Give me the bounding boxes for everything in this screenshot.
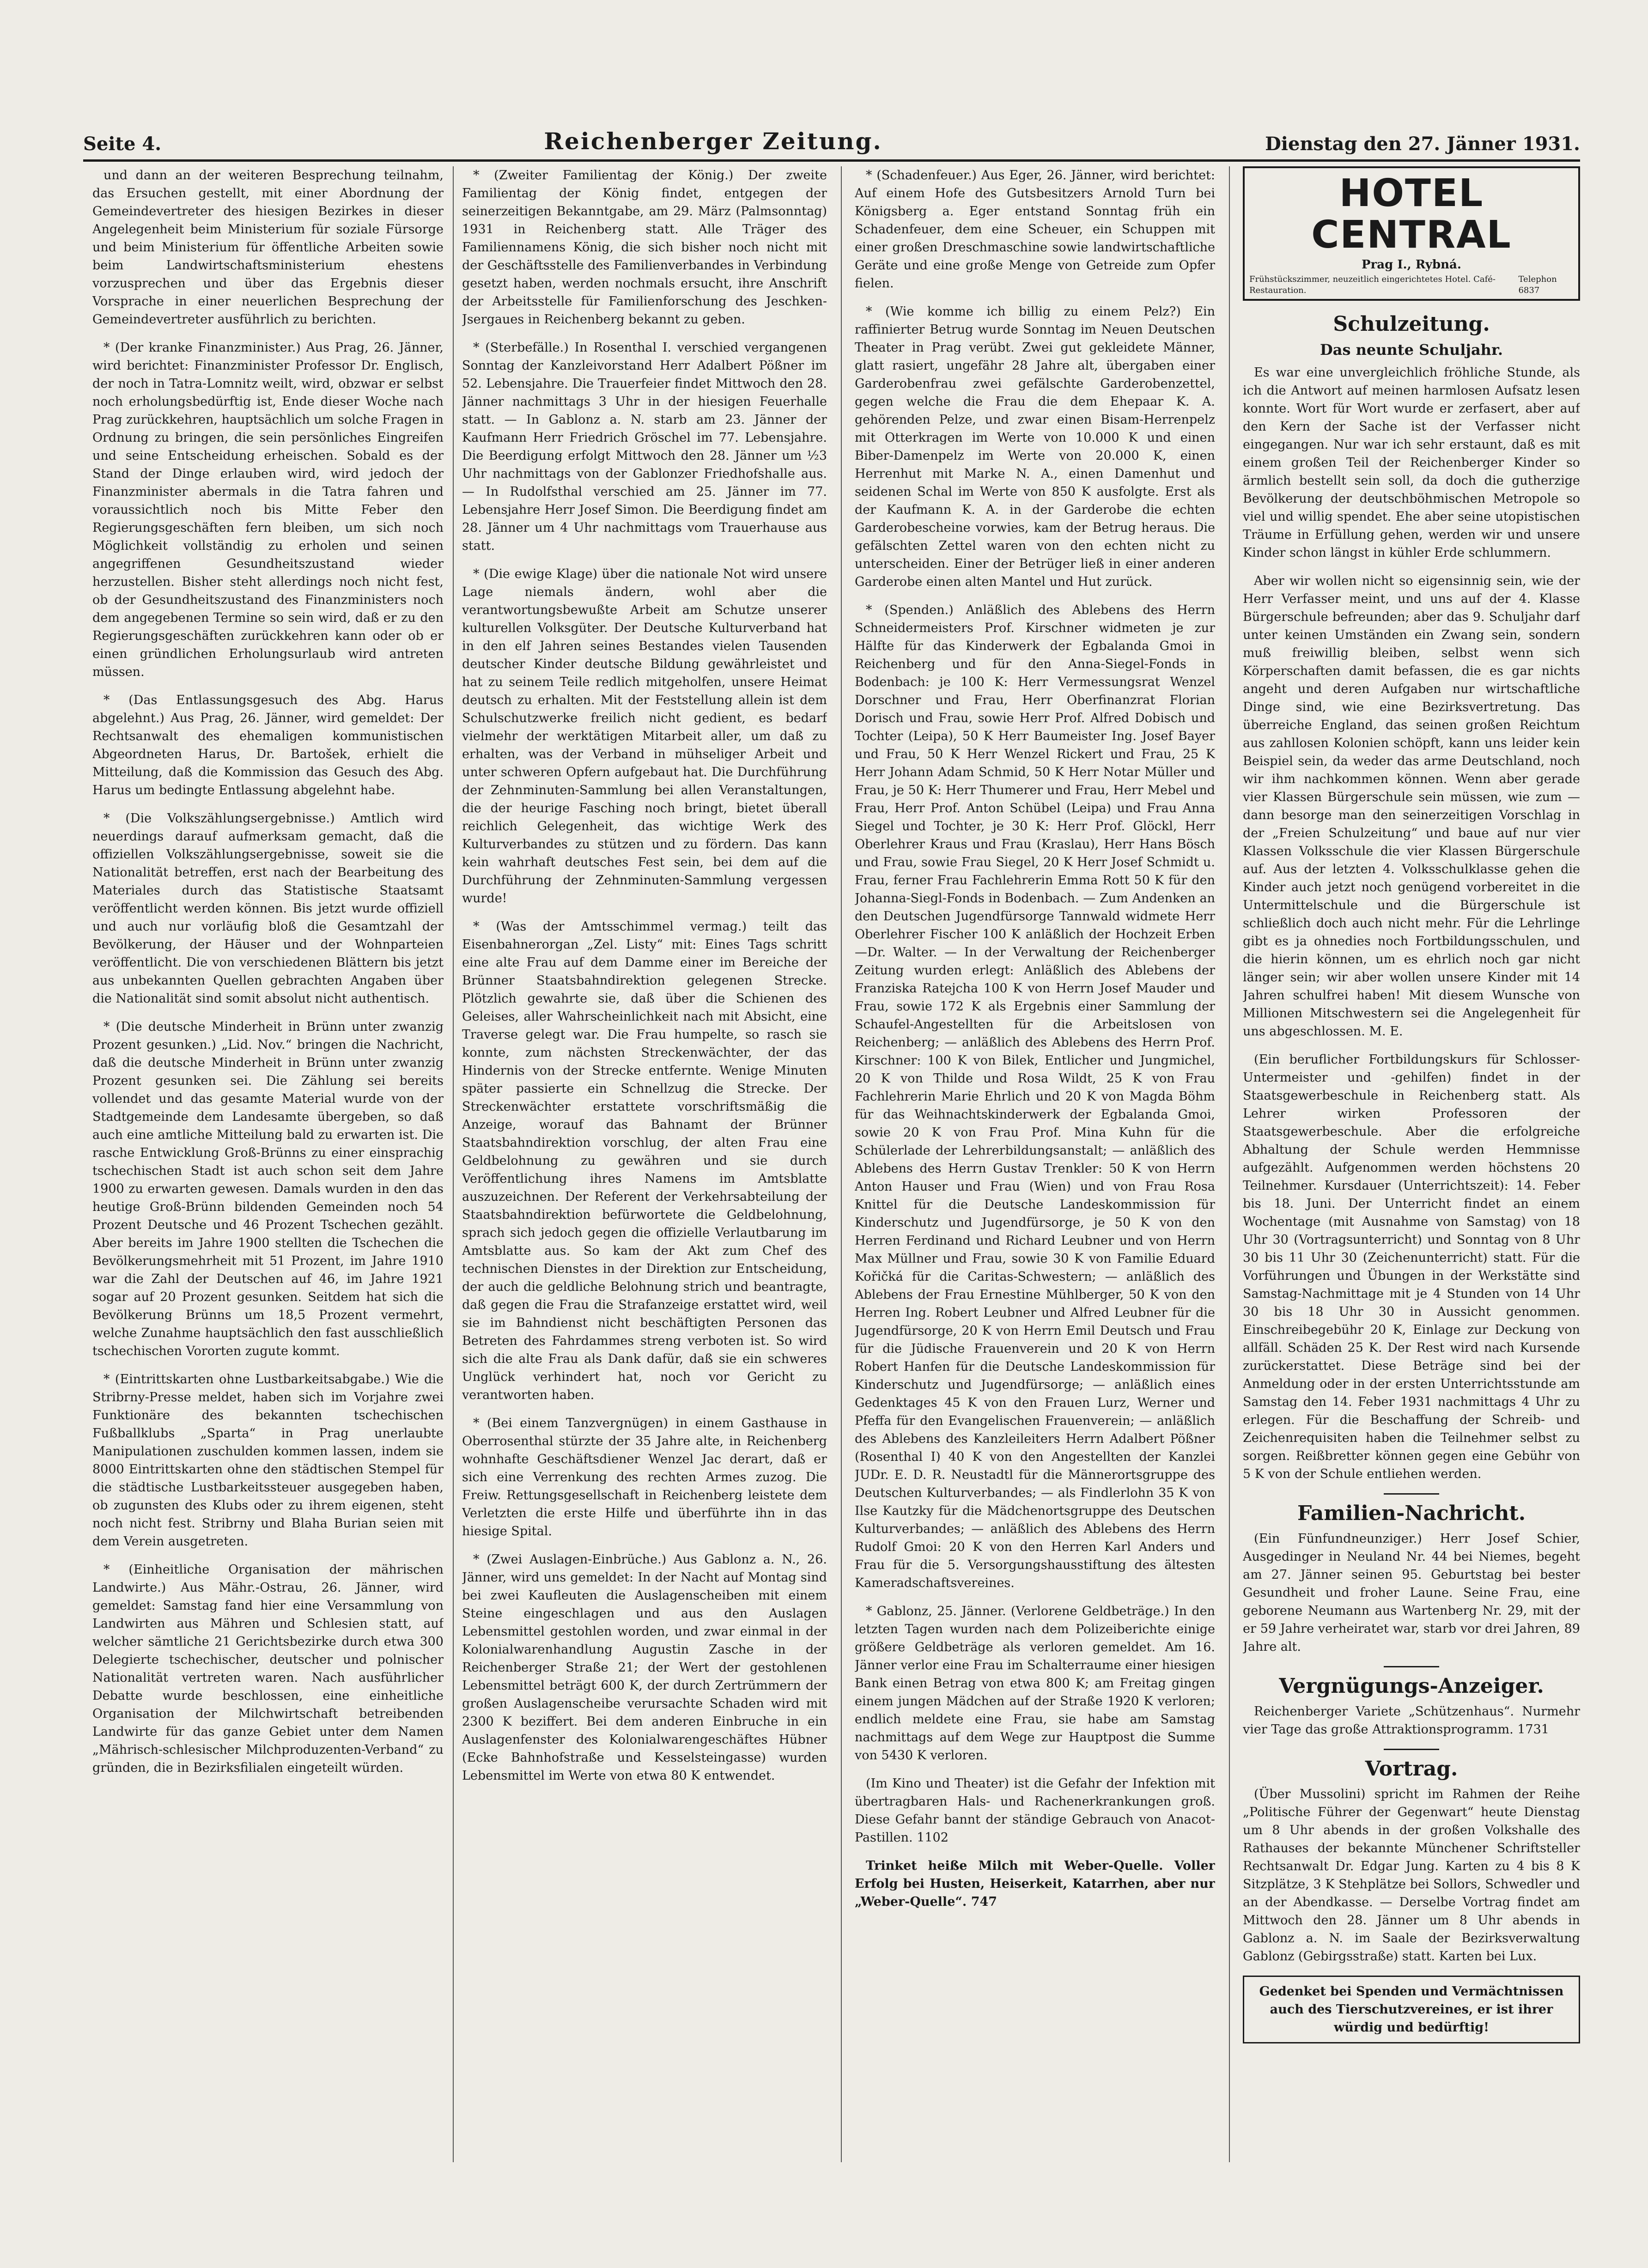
- article: * (Spenden.) Anläßlich des Ablebens des Herrn Schneidermeisters Prof. Kirschner widmeten je zur Hälfte für das Kinderwerk der Egbalanda Gmoi in Reichenberg und für den Anna-Siegel-Fonds in Bodenbach: je 100 K: Herr Vermessungsrat Wenzel Dorschner und Frau, Herr Oberfinanzrat Florian Dorisch und Frau, sowie Herr Prof. Alfred Dobisch und Tochter (Leipa), 50 K Herr Baumeister Ing. Josef Bayer und Frau, 50 K Herr Wenzel Rickert und Frau, 25 K Herr Johann Adam Schmid, 50 K Herr Notar Müller und Frau, je 50 K: Herr Thumerer und Frau, Herr Mebel und Frau, Herr Prof. Anton Schübel (Leipa) und Frau Anna Siegel und Tochter, je 30 K: Herr Prof. Glöckl, Herr Oberlehrer Kraus und Frau (Kraslau), Herr Hans Bösch und Frau, sowie Frau Siegel, 20 K Herr Josef Schmidt u. Frau, ferner Frau Fachlehrerin Emma Rott 50 K für den Johanna-Siegl-Fonds in Bodenbach. — Zum Andenken an den Deutschen Jugendfürsorge Tannwald widmete Herr Oberlehrer Fischer 100 K anläßlich der Hochzeit Erben—Dr. Walter. — In der Verwaltung der Reichenberger Zeitung wurden erlegt: Anläßlich des Ablebens der Franziska Ratejcha 100 K von Herrn Josef Mauder und Frau, sowie 172 K als Ergebnis einer Sammlung der Schaufel-Angestellten für die Arbeitslosen von Reichenberg; — anläßlich des Ablebens des Herrn Prof. Kirschner: 100 K von Bilek, Entlicher und Jungmichel, 20 K von Thilde und Rosa Wildt, 25 K von Frau Fachlehrerin Marie Ehrlich und 20 K von Magda Böhm für das Weihnachtskinderwerk der Egbalanda Gmoi, sowie 20 K von Frau Prof. Mina Kuhn für die Schülerlade der Lehrerbildungsanstalt; — anläßlich des Ablebens des Herrn Gustav Trenkler: 50 K von Herrn Anton Hauser und Frau (Wien) und von Frau Rosa Knittel für die Deutsche Landeskommission für Kinderschutz und Jugendfürsorge, je 50 K von den Herren Ferdinand und Richard Leubner und von Herrn Max Müllner und Frau, sowie 30 K von Familie Eduard Kořičká für die Caritas-Schwestern; — anläßlich des Ablebens der Frau Ernestine Mühlberger, 50 K von den Herren Ing. Robert Leubner und Alfred Leubner für die Jugendfürsorge, 20 K von Herrn Emil Deutsch und Frau für die Jüdische Frauenverein und 20 K von Herrn Robert Hanfen für die Deutsche Landeskommission für Kinderschutz und Jugendfürsorge; — anläßlich eines Gedenktages 45 K von den Frauen Lurz, Werner und Pfeffa für den Evangelischen Frauenverein; — anläßlich des Ablebens des Kanzleileiters Herrn Adalbert Pößner (Rosenthal I) 40 K von den Angestellten der Kanzlei JUDr. E. D. R. Neustadtl für die Männerortsgruppe des Deutschen Kulturverbandes; — als Findlerlohn 35 K von Ilse Kautzky für die Mädchenortsgruppe des Deutschen Kulturverbandes; — anläßlich des Ablebens des Herrn Rudolf Gmoi: 20 K von den Herren Karl Anders und Frau für die 5. Versorgungshausstiftung des ältesten Kameradschaftsvereines.: [855, 603, 1215, 1590]
- paper-name: Reichenberger Zeitung.: [544, 128, 882, 155]
- column-divider: [841, 166, 842, 2162]
- column-2: [462, 166, 827, 2162]
- issue-date: Dienstag den 27. Jänner 1931.: [1265, 133, 1580, 155]
- section-divider: [1384, 1493, 1439, 1495]
- ad-title: HOTEL CENTRAL: [1311, 171, 1512, 257]
- article: * (Was der Amtsschimmel vermag.) teilt das Eisenbahnerorgan „Zel. Listy“ mit: Eines Tags schritt eine alte Frau auf dem Damme einer im Bereiche der Brünner Staatsbahndirektion gelegenen Strecke. Plötzlich gewahrte sie, daß über die Schienen des Geleises, aller Wahrscheinlichkeit nach mit Absicht, eine Traverse gelegt war. Die Frau humpelte, so rasch sie konnte, zum nächsten Streckenwächter, der das Hindernis von der Strecke entfernte. Wenige Minuten später passierte ein Schnellzug die Strecke. Der Streckenwächter erstattete vorschriftsmäßig die Anzeige, worauf das Bahnamt der Brünner Staatsbahndirektion vorschlug, der alten Frau eine Geldbelohnung zu gewähren und sie durch Veröffentlichung ihres Namens im Amtsblatte auszuzeichnen. Der Referent der Verkehrsabteilung der Staatsbahndirektion befürwortete die Geldbelohnung, sprach sich jedoch gegen die offizielle Verlautbarung im Amtsblatte aus. So kam der Akt zum Chef des technischen Dienstes in der Direktion zur Entscheidung, der auch die geldliche Belohnung strich und beantragte, daß gegen die Frau die Strafanzeige erstattet wird, weil sie im Bahndienst nicht beschäftigten Personen das Betreten des Fahrdammes streng verboten ist. So wird sich die alte Frau als Dank dafür, daß sie ein schweres Unglück verhindert hat, noch vor Gericht zu verantworten haben.: [462, 919, 827, 1402]
- article: * (Eintrittskarten ohne Lustbarkeitsabgabe.) Wie die Stribrny-Presse meldet, haben sich im Vorjahre zwei Funktionäre des bekannten tschechischen Fußballklubs „Sparta“ in Prag unerlaubte Manipulationen zuschulden kommen lassen, indem sie 8000 Eintrittskarten ohne den städtischen Stempel für die städtische Lustbarkeitssteuer ausgegeben haben, ob zugunsten des Klubs oder zu ihrem eigenen, steht noch nicht fest. Stribrny und Blaha Burian seien mit dem Verein ausgetreten.: [92, 1372, 444, 1549]
- article: * (Der kranke Finanzminister.) Aus Prag, 26. Jänner, wird berichtet: Finanzminister Professor Dr. Englisch, der noch in Tatra-Lomnitz weilt, wird, obzwar er selbst noch erholungsbedürftig ist, Ende dieser Woche nach Prag zurückkehren, hauptsächlich um solche Fragen in Ordnung zu bringen, die sein persönliches Eingreifen und seine Entscheidung erheischen. Sobald es der Stand der Dinge erlauben wird, wird jedoch der Finanzminister abermals in die Tatra fahren und voraussichtlich noch bis Mitte Feber den Regierungsgeschäften fern bleiben, um sich noch Möglichkeit vollständig zu erholen und seinen angegriffenen Gesundheitszustand wieder herzustellen. Bisher steht allerdings noch nicht fest, ob der Gesundheitszustand des Finanzministers noch dem angegebenen Termine so sein wird, daß er zu den Regierungsgeschäften zurückkehren kann oder ob er einen gründlichen Erholungsurlaub wird antreten müssen.: [92, 341, 444, 679]
- ad-description: Frühstückszimmer, neuzeitlich eingerichtetes Hotel. Café-Restauration.: [1249, 274, 1496, 295]
- section-heading: Vortrag.: [1365, 1757, 1458, 1781]
- article: * (Wie komme ich billig zu einem Pelz?) Ein raffinierter Betrug wurde Sonntag im Neuen Deutschen Theater in Prag verübt. Zwei gut gekleidete Männer, glatt rasiert, ungefähr 28 Jahre alt, übergaben einer Garderobenfrau zwei gefälschte Garderobenzettel, gegen welche die Frau die dem Ehepaar K. A. gehörenden Pelze, und zwar einen Bisam-Herrenpelz mit Otterkragen im Werte von 10.000 K und einen Biber-Damenpelz im Werte von 20.000 K, einen Herrenhut mit Marke N. A., einen Damenhut und seidenen Schal im Werte von 850 K ausfolgte. Erst als der Kaufmann K. A. in der Garderobe die echten Garderobescheine vorwies, kam der Betrug heraus. Die gefälschten Zettel waren von den echten nicht zu unterscheiden. Einer der Betrüger ließ in einer anderen Garderobe einen alten Mantel und Hut zurück.: [855, 304, 1215, 589]
- page-number: Seite 4.: [83, 133, 162, 155]
- article: (Ein beruflicher Fortbildungskurs für Schlosser-Untermeister und -gehilfen) findet in der Staatsgewerbeschule in Reichenberg statt. Als Lehrer wirken Professoren der Staatsgewerbeschule. Aber die erfolgreiche Abhaltung der Schule werden Hemmnisse aufgezählt. Aufgenommen werden höchstens 20 Teilnehmer. Kursdauer (Unterrichtszeit): 14. Feber bis 18. Juni. Der Unterricht findet an einem Wochentage (mit Ausnahme von Samstag) von 18 Uhr 30 (Vortragsunterricht) und Sonntag von 8 Uhr 30 bis 11 Uhr 30 (Zeichenunterricht) statt. Für die Vorführungen und Übungen in der Werkstätte sind Samstag-Nachmittage mit je 4 Stunden von 14 Uhr 30 bis 18 Uhr 30 in Aussicht genommen. Einschreibegebühr 20 K, Einlage zur Deckung von allfäll. Schäden 25 K. Der Rest wird nach Kursende zurückerstattet. Diese Beträge sind bei der Anmeldung oder in der ersten Unterrichtsstunde am Samstag den 14. Feber 1931 nachmittags 4 Uhr zu erlegen. Für die Beschaffung der Schreib- und Zeichenrequisiten haben die Teilnehmer selbst zu sorgen. Reißbretter können gegen eine Gebühr von 5 K von der Schule entliehen werden.: [1243, 1052, 1580, 1481]
- article: (Ein Fünfundneunziger.) Herr Josef Schier, Ausgedinger in Neuland Nr. 44 bei Niemes, begeht am 27. Jänner seinen 95. Geburtstag bei bester Gesundheit und froher Laune. Seine Frau, eine geborene Neumann aus Wartenberg Nr. 29, mit der er 59 Jahre verheiratet war, starb vor drei Jahren, 89 Jahre alt.: [1243, 1532, 1580, 1654]
- article: * (Einheitliche Organisation der mährischen Landwirte.) Aus Mähr.-Ostrau, 26. Jänner, wird gemeldet: Samstag fand hier eine Versammlung von Landwirten aus Mähren und Schlesien statt, auf welcher sämtliche 21 Gerichtsbezirke durch etwa 300 Delegierte tschechischer, deutscher und polnischer Nationalität vertreten waren. Nach ausführlicher Debatte wurde beschlossen, eine einheitliche Organisation der Milchwirtschaft betreibenden Landwirte für das ganze Gebiet unter dem Namen „Mährisch-schlesischer Milchproduzenten-Verband“ zu gründen, die in Bezirksfilialen eingeteilt würden.: [92, 1563, 444, 1775]
- section-heading: Vergnügungs-Anzeiger.: [1279, 1674, 1544, 1698]
- notice-box: Gedenket bei Spenden und Vermächtnissen auch des Tierschutzvereines, er ist ihrer würdig und bedürftig!: [1243, 1976, 1580, 2043]
- article: * (Das Entlassungsgesuch des Abg. Harus abgelehnt.) Aus Prag, 26. Jänner, wird gemeldet: Der Rechtsanwalt des ehemaligen kommunistischen Abgeordneten Harus, Dr. Bartošek, erhielt die Mitteilung, daß die Kommission das Gesuch des Abg. Harus um bedingte Entlassung abgelehnt habe.: [92, 693, 444, 797]
- article: * (Sterbefälle.) In Rosenthal I. verschied vergangenen Sonntag der Kanzleivorstand Herr Adalbert Pößner im 52. Lebensjahre. Die Trauerfeier findet Mittwoch den 28. Jänner nachmittags 3 Uhr in der hiesigen Feuerhalle statt. — In Gablonz a. N. starb am 23. Jänner der Kaufmann Herr Friedrich Gröschel im 77. Lebensjahre. Die Beerdigung erfolgt Mittwoch den 28. Jänner um ½3 Uhr nachmittags von der Gablonzer Friedhofshalle aus. — In Rudolfsthal verschied am 25. Jänner im 77. Lebensjahre Herr Josef Simon. Die Beerdigung findet am 28. Jänner um 4 Uhr nachmittags vom Trauerhause aus statt.: [462, 341, 827, 553]
- article: * (Schadenfeuer.) Aus Eger, 26. Jänner, wird berichtet: Auf einem Hofe des Gutsbesitzers Arnold Turn bei Königsberg a. Eger entstand Sonntag früh ein Schadenfeuer, dem eine Scheuer, ein Schuppen mit einer großen Dreschmaschine sowie landwirtschaftliche Geräte und eine große Menge von Getreide zum Opfer fielen.: [855, 168, 1215, 291]
- advertisement-text: (Im Kino und Theater) ist die Gefahr der Infektion mit übertragbaren Hals- und Rachenerkrankungen groß. Diese Gefahr bannt der ständige Gebrauch von Anacot-Pastillen. 1102: [855, 1776, 1215, 1845]
- section-heading: Schulzeitung.: [1333, 312, 1490, 336]
- ad-phone: Telephon 6837: [1518, 274, 1557, 295]
- section-divider: [1384, 1749, 1439, 1750]
- article: * (Die Volkszählungsergebnisse.) Amtlich wird neuerdings darauf aufmerksam gemacht, daß die offiziellen Volkszählungsergebnisse, soweit sie die Nationalität betreffen, erst nach der Bearbeitung des Materiales durch das Statistische Staatsamt veröffentlicht werden können. Bis jetzt wurde offiziell und auch nur vorläufig bloß die Gesamtzahl der Bevölkerung, der Häuser und der Wohnparteien veröffentlicht. Die von verschiedenen Blättern bis jetzt aus unbekannten Quellen gebrachten Angaben über die Nationalität sind somit absolut nicht authentisch.: [92, 811, 444, 1006]
- article: Aber wir wollen nicht so eigensinnig sein, wie der Herr Verfasser meint, und uns auf der 4. Klasse Bürgerschule befreunden; aber das 9. Schuljahr darf unter keinen Umständen ein Zwang sein, sondern muß freiwillig bleiben, selbst wenn sich Körperschaften damit befassen, die es gar nichts angeht und deren Aufgaben nur wirtschaftliche Dinge sind, wie eine Bezirksvertretung. Das überreiche England, das seinen großen Reichtum aus zahllosen Kolonien schöpft, kann uns leider kein Beispiel sein, da weder das arme Deutschland, noch wir ihm nachkommen können. Wenn aber gerade vier Klassen Bürgerschule sein müssen, wie zum — dann besorge man den seinerzeitigen Vorschlag in der „Freien Schulzeitung“ und baue auf nur vier Klassen Volksschule die vier Klassen Bürgerschule auf. Aus der letzten 4. Volksschulklasse gehen die Kinder auch jetzt noch genügend vorbereitet in die Untermittelschule und die Bürgerschule ist schließlich doch auch nicht mehr. Für die Lehrlinge gibt es ja ohnedies noch Fortbildungsschulen, und die hierin können, um es ehrlich noch gar nicht länger sein; wir aber wollen unsere Kinder mit 14 Jahren schulfrei haben! Mit diesem Wunsche von Millionen Mitschwestern sei die Angelegenheit für uns abgeschlossen. M. E.: [1243, 574, 1580, 1039]
- article: * (Zweiter Familientag der König.) Der zweite Familientag der König findet, entgegen der seinerzeitigen Bekanntgabe, am 29. März (Palmsonntag) 1931 in Reichenberg statt. Alle Träger des Familiennamens König, die sich bisher noch nicht mit der Geschäftsstelle des Familienverbandes in Verbindung gesetzt haben, werden nochmals ersucht, ihre Anschrift der Arbeitsstelle für Familienforschung des Jeschken-Jsergaues in Reichenberg bekannt zu geben.: [462, 168, 827, 327]
- column-1: [92, 166, 444, 2162]
- header-rule: [83, 159, 1580, 162]
- page-header: [83, 118, 1580, 155]
- article: * Gablonz, 25. Jänner. (Verlorene Geldbeträge.) In den letzten Tagen wurden nach dem Polizeiberichte einige größere Geldbeträge als verloren gemeldet. Am 16. Jänner verlor eine Frau im Schalterraume einer hiesigen Bank einen Betrag von etwa 800 K; am Freitag gingen einem jungen Mädchen auf der Straße 1920 K verloren; endlich meldete eine Frau, sie habe am Samstag nachmittags auf dem Wege zur Hauptpost die Summe von 5430 K verloren.: [855, 1604, 1215, 1763]
- article: Reichenberger Variete „Schützenhaus“. Nurmehr vier Tage das große Attraktionsprogramm. 1731: [1243, 1704, 1580, 1737]
- article: Es war eine unvergleichlich fröhliche Stunde, als ich die Antwort auf meinen harmlosen Aufsatz lesen konnte. Wort für Wort wurde er zerfasert, aber auf den Kern der Sache ist der Verfasser nicht eingegangen. Nur war ich sehr erstaunt, daß es mit einem großen Teil der Reichenberger Kinder so ärmlich bestellt sein soll, da doch die gutherzige Bevölkerung der deutschböhmischen Metropole so viel und willig spendet. Ehe aber seine utopistischen Träume in Erfüllung gehen, werden wir und unsere Kinder schon längst in kühler Erde schlummern.: [1243, 365, 1580, 560]
- column-3: [855, 166, 1215, 2162]
- advertisement-text: Trinket heiße Milch mit Weber-Quelle. Voller Erfolg bei Husten, Heiserkeit, Katarrhen, aber nur „Weber-Quelle“. 747: [855, 1859, 1215, 1909]
- section-divider: [1384, 1666, 1439, 1667]
- article: * (Die deutsche Minderheit in Brünn unter zwanzig Prozent gesunken.) „Lid. Nov.“ bringen die Nachricht, daß die deutsche Minderheit in Brünn unter zwanzig Prozent gesunken sei. Die Zählung sei bereits vollendet und das gesamte Material wurde von der Stadtgemeinde dem Landesamte übergeben, so daß auch eine amtliche Mitteilung bald zu erwarten ist. Die rasche Entwicklung Groß-Brünns zu einer einsprachig tschechischen Stadt ist auch schon seit dem Jahre 1900 zu erwarten gewesen. Damals wurden in den das heutige Groß-Brünn bildenden Gemeinden noch 54 Prozent Deutsche und 46 Prozent Tschechen gezählt. Aber bereits im Jahre 1900 stellten die Tschechen die Bevölkerungsmehrheit mit 51 Prozent, im Jahre 1910 war die Zahl der Deutschen auf 46, im Jahre 1921 sogar auf 20 Prozent gesunken. Seitdem hat sich die Bevölkerung Brünns um 18,5 Prozent vermehrt, welche Zunahme hauptsächlich den fast ausschließlich tschechischen Vororten zugute kommt.: [92, 1020, 444, 1358]
- ad-address: Prag I., Rybná.: [1362, 258, 1461, 272]
- ad-details: [1249, 274, 1574, 296]
- column-4: [1243, 166, 1580, 2162]
- article: (Über Mussolini) spricht im Rahmen der Reihe „Politische Führer der Gegenwart“ heute Dienstag um 8 Uhr abends in der großen Volkshalle des Rathauses der bekannte Münchener Schriftsteller Rechtsanwalt Dr. Edgar Jung. Karten zu 4 bis 8 K Sitzplätze, 3 K Stehplätze bei Sollors, Schwedler und an der Abendkasse. — Derselbe Vortrag findet am Mittwoch den 28. Jänner um 8 Uhr abends in Gablonz a. N. im Saale der Bezirksverwaltung Gablonz (Gebirgsstraße) statt. Karten bei Lux.: [1243, 1787, 1580, 1964]
- section-subheading: Das neunte Schuljahr.: [1320, 341, 1503, 359]
- article: und dann an der weiteren Besprechung teilnahm, das Ersuchen gestellt, mit einer Abordnung der Gemeindevertreter des hiesigen Bezirkes in dieser Angelegenheit beim Ministerium für soziale Fürsorge und beim Ministerium für öffentliche Arbeiten sowie beim Landwirtschaftsministerium ehestens vorzusprechen und über das Ergebnis dieser Vorsprache in einer neuerlichen Besprechung der Gemeindevertreter ausführlich zu berichten.: [92, 168, 444, 327]
- column-divider: [453, 166, 454, 2162]
- section-heading: Familien-Nachricht.: [1297, 1502, 1526, 1525]
- hotel-advertisement: [1243, 166, 1580, 301]
- article: * (Die ewige Klage) über die nationale Not wird unsere Lage niemals ändern, wohl aber die verantwortungsbewußte Arbeit am Schutze unserer kulturellen Volksgüter. Der Deutsche Kulturverband hat in den elf Jahren seines Bestandes vielen Tausenden deutscher Kinder deutsche Bildung gewährleistet und hat zu seinem Teile redlich mitgeholfen, unsere Heimat deutsch zu erhalten. Mit der Feststellung allein ist dem Schulschutzwerke freilich nicht gedient, es bedarf vielmehr der werktätigen Mitarbeit aller, um daß zu erhalten, was der Verband in mühseliger Arbeit und unter schweren Opfern aufgebaut hat. Die Durchführung der Zehnminuten-Sammlung bei allen Veranstaltungen, die der heurige Fasching noch bringt, bietet überall reichlich Gelegenheit, das wichtige Werk des Kulturverbandes zu stützen und zu fördern. Das kann kein wahrhaft deutsches Fest sein, bei dem auf die Durchführung der Zehnminuten-Sammlung vergessen wurde!: [462, 567, 827, 906]
- column-divider: [1229, 166, 1230, 2162]
- article: * (Bei einem Tanzvergnügen) in einem Gasthause in Oberrosenthal stürzte der 35 Jahre alte, in Reichenberg wohnhafte Geschäftsdiener Wenzel Jac derart, daß er sich eine Verrenkung des rechten Armes zuzog. Die Freiw. Rettungsgesellschaft in Reichenberg leistete dem Verletzten die erste Hilfe und überführte ihn in das hiesige Spital.: [462, 1416, 827, 1538]
- article: * (Zwei Auslagen-Einbrüche.) Aus Gablonz a. N., 26. Jänner, wird uns gemeldet: In der Nacht auf Montag sind bei zwei Kaufleuten die Auslagenscheiben mit einem Steine eingeschlagen und aus den Auslagen Lebensmittel gestohlen worden, und zwar einmal in der Kolonialwarenhandlung Augustin Zasche in der Reichenberger Straße 21; der Wert der gestohlenen Lebensmittel beträgt 600 K, der durch Zertrümmern der großen Auslagenscheibe verursachte Schaden wird mit 2300 K beziffert. Bei dem anderen Einbruche in ein Auslagenfenster des Kolonialwarengeschäftes Hübner (Ecke Bahnhofstraße und Kesselsteingasse) wurden Lebensmittel im Werte von etwa 80 K entwendet.: [462, 1552, 827, 1783]
